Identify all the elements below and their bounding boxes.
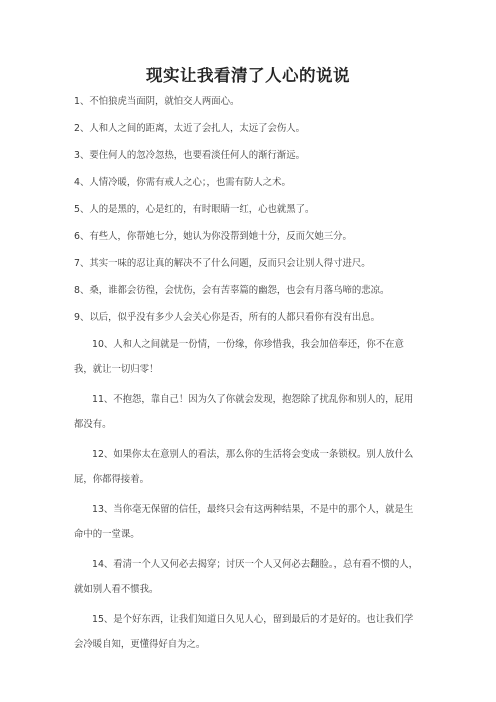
list-item: 3、要住何人的忽冷忽热，也要看淡任何人的渐行渐远。	[74, 150, 305, 161]
list-item: 15、是个好东西，让我们知道日久见人心，留到最后的才是好的。也让我们学会冷暖自知，更懂得好自为之。	[74, 614, 414, 650]
list-item: 5、人的是黑的，心是红的，有时眼睛一红，心也就黑了。	[74, 204, 315, 215]
list-item: 4、人情冷暖，你需有戒人之心；，也需有防人之术。	[74, 177, 291, 188]
list-item: 8、桑，谁都会彷徨，会忧伤，会有苦辜篇的幽怨，也会有月落乌啼的悲凉。	[74, 285, 390, 296]
page-title: 现实让我看清了人心的说说	[146, 66, 350, 85]
list-item: 9、以后，似乎没有多少人会关心你是否，所有的人都只看你有没有出息。	[74, 312, 380, 323]
list-item: 14、看清一个人又何必去揭穿；讨厌一个人又何必去翻脸。，总有看不惯的人，就如别人看不惯我。	[74, 559, 418, 595]
list-item: 10、人和人之间就是一份情，一份缘，你珍惜我，我会加倍奉还，你不在意我，就让一切归零！	[74, 339, 404, 375]
list-item: 1、不怕狼虎当面阴，就怕交人两面心。	[74, 96, 240, 107]
list-item: 12、如果你太在意别人的看法，那么你的生活将会变成一条锁权。别人放什么屁，你都得接着。	[74, 449, 414, 485]
list-item: 2、人和人之间的距离，太近了会扎人，太远了会伤人。	[74, 123, 305, 134]
list-item: 13、当你毫无保留的信任，最终只会有这两种结果，不是中的那个人，就是生命中的一堂课。	[74, 504, 414, 540]
list-item: 6、有些人，你帮她七分，她认为你没帮到她十分，反而欠她三分。	[74, 231, 352, 242]
list-item: 11、不抱怨，靠自己！因为久了你就会发现，抱怨除了扰乱你和别人的，屁用都没有。	[74, 394, 414, 430]
list-item: 7、其实一味的忍让真的解决不了什么问题，反而只会让别人得寸进尺。	[74, 258, 371, 269]
